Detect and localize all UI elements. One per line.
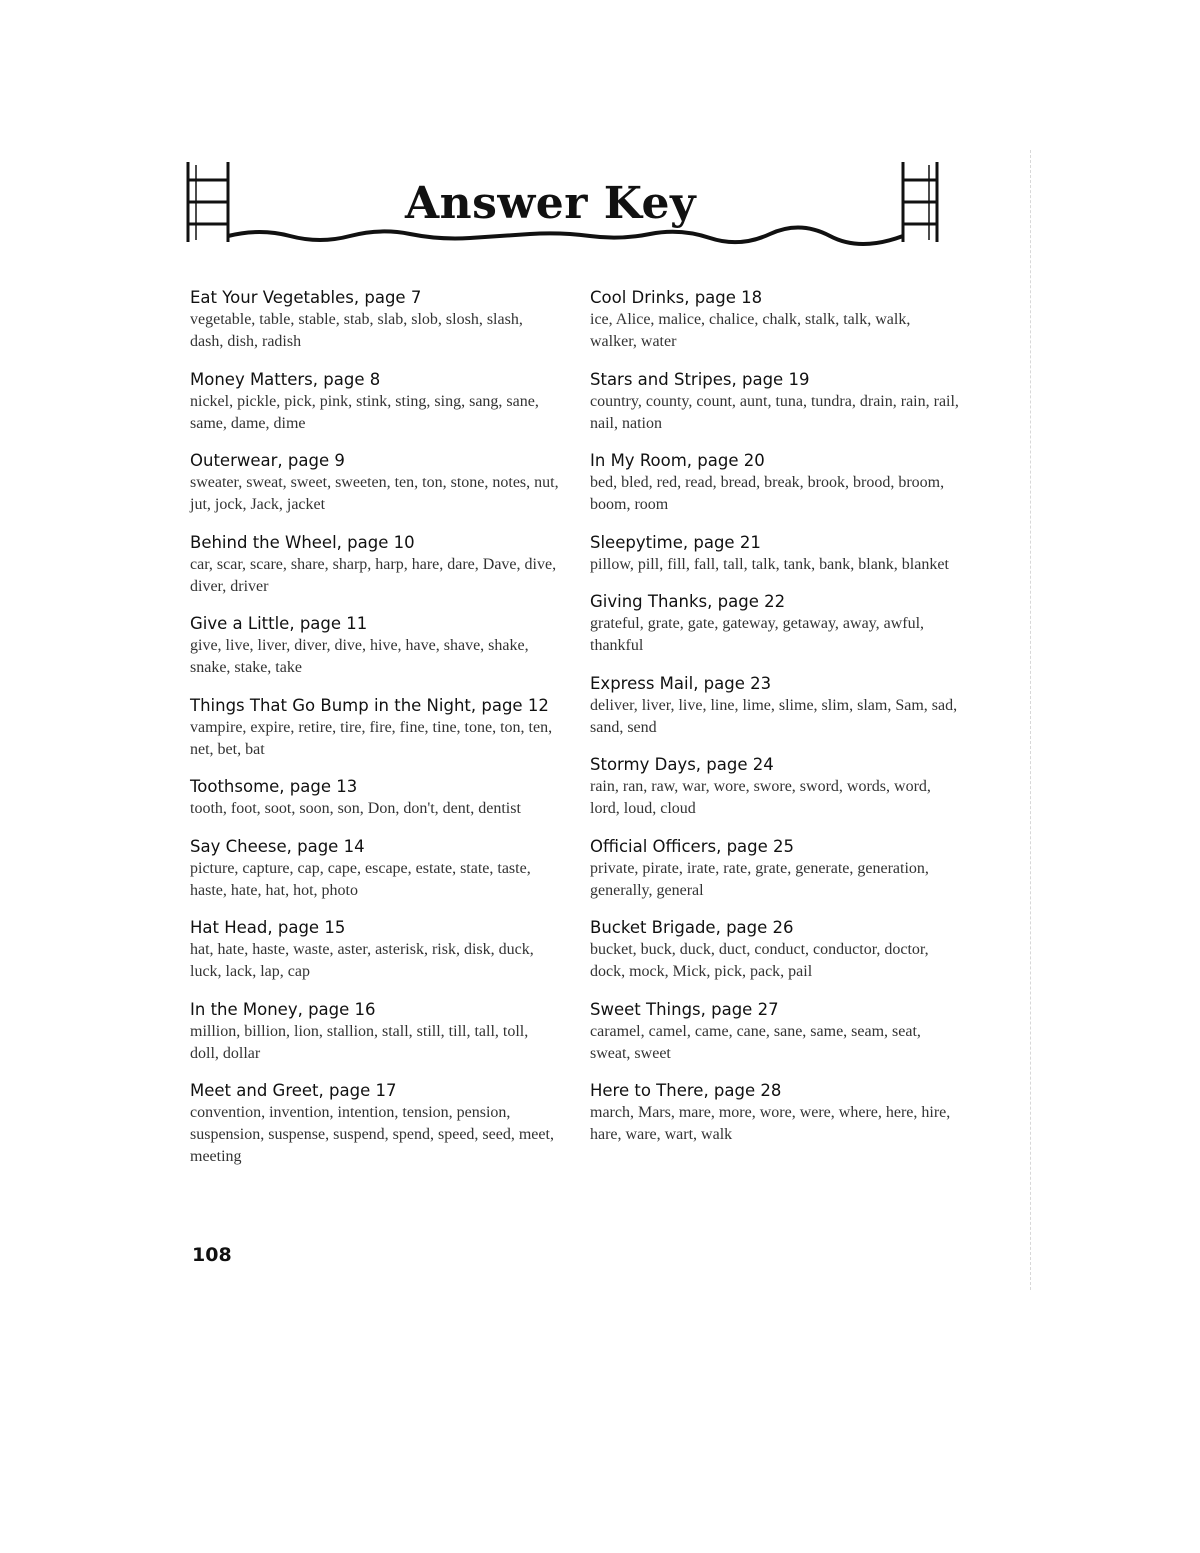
entry-title: Giving Thanks, page 22 (590, 592, 786, 611)
entry-words: country, county, count, aunt, tuna, tundra, drain, rain, rail, nail, nation (590, 392, 959, 432)
entry-words: car, scar, scare, share, sharp, harp, hare, dare, Dave, dive, diver, driver (190, 555, 557, 595)
right-answer-column (590, 287, 960, 1162)
entry-words: nickel, pickle, pick, pink, stink, sting, sing, sang, sane, same, dame, dime (190, 392, 539, 432)
entry-words: sweater, sweat, sweet, sweeten, ten, ton, stone, notes, nut, jut, jock, Jack, jacket (190, 474, 559, 513)
page-edge-divider (1030, 150, 1032, 1290)
entry-words: grateful, grate, gate, gateway, getaway, away, awful, thankful (590, 615, 925, 654)
answer-entry (190, 1080, 560, 1168)
entry-title: Sleepytime, page 21 (590, 532, 761, 552)
answer-entry (590, 450, 960, 516)
entry-title: Express Mail, page 23 (590, 673, 772, 693)
entry-title: In the Money, page 16 (190, 999, 376, 1019)
answer-entry (590, 673, 960, 739)
entry-title: Sweet Things, page 27 (590, 999, 779, 1019)
answer-entry (590, 754, 960, 820)
entry-words: bucket, buck, duck, duct, conduct, conductor, doctor, dock, mock, Mick, pick, pack, pail (590, 941, 929, 980)
entry-words: tooth, foot, soot, soon, son, Don, don't, dent, dentist (190, 800, 521, 817)
entry-title: Behind the Wheel, page 10 (190, 532, 415, 552)
page-title: Answer Key (405, 178, 697, 229)
entry-title: Stormy Days, page 24 (590, 755, 774, 774)
left-ladder-icon (188, 162, 228, 242)
answer-entry (590, 999, 960, 1065)
right-ladder-icon (903, 162, 937, 242)
entry-words: private, pirate, irate, rate, grate, generate, generation, generally, general (590, 859, 929, 899)
answer-entry (190, 695, 560, 761)
answer-entry (190, 836, 560, 902)
answer-entry (590, 532, 960, 576)
answer-entry (590, 591, 960, 657)
entry-words: give, live, liver, diver, dive, hive, have, shave, shake, snake, stake, take (190, 637, 529, 676)
entry-words: hat, hate, haste, waste, aster, asterisk, risk, disk, duck, luck, lack, lap, cap (190, 941, 534, 980)
answer-entry (590, 369, 960, 435)
entry-words: convention, invention, intention, tension, pension, suspension, suspense, suspend, spend, speed, seed, meet, meeting (190, 1104, 554, 1165)
answer-entry (590, 1080, 960, 1146)
answer-entry (190, 917, 560, 983)
answer-entry (590, 836, 960, 902)
entry-title: Bucket Brigade, page 26 (590, 918, 794, 937)
entry-words: vampire, expire, retire, tire, fire, fine, tine, tone, ton, ten, net, bet, bat (190, 718, 553, 758)
entry-title: Here to There, page 28 (590, 1081, 782, 1100)
entry-title: Hat Head, page 15 (190, 918, 346, 937)
entry-title: Outerwear, page 9 (190, 451, 345, 470)
left-answer-column (190, 287, 560, 1184)
entry-words: rain, ran, raw, war, wore, swore, sword, words, word, lord, loud, cloud (590, 778, 931, 817)
entry-words: million, billion, lion, stallion, stall, still, till, tall, toll, doll, dollar (190, 1022, 529, 1062)
entry-title: Stars and Stripes, page 19 (590, 369, 810, 389)
entry-title: In My Room, page 20 (590, 451, 765, 470)
answer-entry (190, 999, 560, 1065)
entry-words: pillow, pill, fill, fall, tall, talk, tank, bank, blank, blanket (590, 555, 949, 573)
entry-words: picture, capture, cap, cape, escape, estate, state, taste, haste, hate, hat, hot, photo (190, 859, 531, 899)
wavy-rope-line (228, 227, 903, 244)
entry-words: deliver, liver, live, line, lime, slime, slim, slam, Sam, sad, sand, send (590, 696, 958, 736)
answer-entry (190, 369, 560, 435)
entry-title: Eat Your Vegetables, page 7 (190, 288, 422, 307)
entry-title: Cool Drinks, page 18 (590, 288, 763, 307)
entry-title: Give a Little, page 11 (190, 614, 368, 633)
entry-title: Meet and Greet, page 17 (190, 1081, 397, 1100)
entry-words: bed, bled, red, read, bread, break, brook, brood, broom, boom, room (590, 474, 945, 513)
answer-entry (190, 287, 560, 353)
entry-words: ice, Alice, malice, chalice, chalk, stalk, talk, walk, walker, water (590, 311, 911, 350)
entry-words: vegetable, table, stable, stab, slab, slob, slosh, slash, dash, dish, radish (190, 311, 523, 350)
answer-entry (590, 287, 960, 353)
page-header (0, 0, 1200, 260)
answer-entry (190, 613, 560, 679)
answer-entry (190, 450, 560, 516)
entry-title: Official Officers, page 25 (590, 836, 795, 856)
entry-title: Toothsome, page 13 (190, 777, 358, 796)
answer-entry (190, 776, 560, 820)
answer-entry (590, 917, 960, 983)
answer-entry (190, 532, 560, 598)
entry-words: march, Mars, mare, more, wore, were, where, here, hire, hare, ware, wart, walk (590, 1104, 951, 1143)
page-number: 108 (192, 1244, 232, 1266)
entry-title: Money Matters, page 8 (190, 369, 381, 389)
entry-title: Say Cheese, page 14 (190, 836, 365, 856)
entry-words: caramel, camel, came, cane, sane, same, seam, seat, sweat, sweet (590, 1022, 921, 1062)
entry-title: Things That Go Bump in the Night, page 12 (190, 695, 549, 715)
